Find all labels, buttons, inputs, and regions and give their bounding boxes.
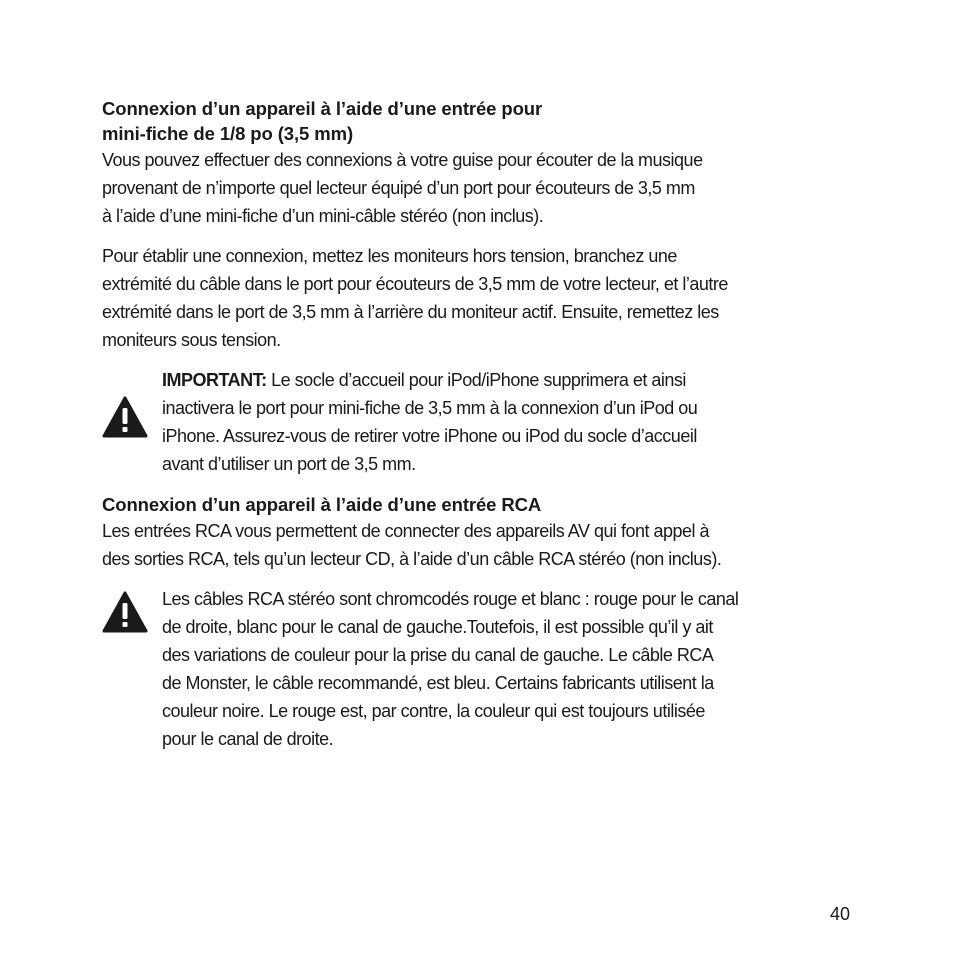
text-line xyxy=(162,366,854,394)
page-number: 40 xyxy=(830,904,851,924)
text-line: de Monster, le câble recommandé, est bleu. Certains fabricants utilisent la xyxy=(162,673,714,693)
text-line: à l’aide d’une mini-fiche d’un mini-câble stéréo (non inclus). xyxy=(102,206,544,226)
heading-line: Connexion d’un appareil à l’aide d’une entrée RCA xyxy=(102,494,542,515)
text-line: couleur noire. Le rouge est, par contre, la couleur qui est toujours utilisée xyxy=(162,701,705,721)
heading-line: mini-fiche de 1/8 po (3,5 mm) xyxy=(102,123,354,144)
paragraph-intro xyxy=(102,146,854,230)
text-line: provenant de n’importe quel lecteur équipé d’un port pour écouteurs de 3,5 mm xyxy=(102,178,695,198)
warning-triangle-icon xyxy=(102,591,148,633)
text-line: Les câbles RCA stéréo sont chromcodés rouge et blanc : rouge pour le canal xyxy=(162,589,739,609)
text-line: pour le canal de droite. xyxy=(162,729,334,749)
warning-triangle-icon xyxy=(102,396,148,438)
paragraph-connection-steps xyxy=(102,242,854,354)
text-line: de droite, blanc pour le canal de gauche.Toutefois, il est possible qu’il y ait xyxy=(162,617,713,637)
heading-line: Connexion d’un appareil à l’aide d’une entrée pour xyxy=(102,98,543,119)
text-line: extrémité du câble dans le port pour écouteurs de 3,5 mm de votre lecteur, et l’autre xyxy=(102,274,728,294)
text-line: des variations de couleur pour la prise du canal de gauche. Le câble RCA xyxy=(162,645,714,665)
important-label: IMPORTANT: xyxy=(162,370,267,390)
document-page xyxy=(102,96,854,753)
text-line: Vous pouvez effectuer des connexions à votre guise pour écouter de la musique xyxy=(102,150,703,170)
text-fragment: Le socle d’accueil pour iPod/iPhone supprimera et ainsi xyxy=(266,370,686,390)
section-heading-rca xyxy=(102,492,854,517)
text-line: Pour établir une connexion, mettez les moniteurs hors tension, branchez une xyxy=(102,246,677,266)
section-heading-mini-jack xyxy=(102,96,854,146)
text-line: des sorties RCA, tels qu’un lecteur CD, à l’aide d’un câble RCA stéréo (non inclus). xyxy=(102,549,722,569)
paragraph-rca-intro xyxy=(102,517,854,573)
text-line: iPhone. Assurez-vous de retirer votre iPhone ou iPod du socle d’accueil xyxy=(162,426,697,446)
warning-text xyxy=(162,366,854,478)
warning-rca-colors xyxy=(102,585,854,753)
warning-important xyxy=(102,366,854,478)
text-line: avant d’utiliser un port de 3,5 mm. xyxy=(162,454,416,474)
text-line: inactivera le port pour mini-fiche de 3,5 mm à la connexion d’un iPod ou xyxy=(162,398,698,418)
text-line: moniteurs sous tension. xyxy=(102,330,281,350)
text-line: Les entrées RCA vous permettent de connecter des appareils AV qui font appel à xyxy=(102,521,710,541)
text-line: extrémité dans le port de 3,5 mm à l’arrière du moniteur actif. Ensuite, remettez les xyxy=(102,302,719,322)
warning-text xyxy=(162,585,854,753)
